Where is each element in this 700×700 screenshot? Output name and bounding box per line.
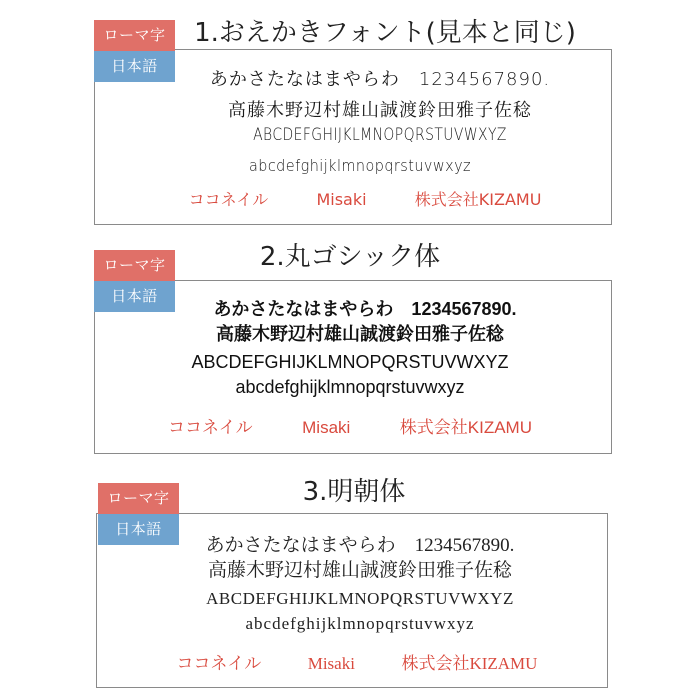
romaji-tag: ローマ字 [94,20,175,51]
romaji-tag: ローマ字 [94,250,175,281]
kanji-line: 高藤木野辺村雄山誠渡鈴田雅子佐稔 [207,560,512,581]
sample-names [0,187,700,210]
sample-names [0,413,700,438]
name-kizamu: 株式会社KIZAMU [401,654,538,673]
lowercase-line: abcdefghijklmnopqrstuvwxyz [248,156,472,175]
sample-title: 2.丸ゴシック体 [259,242,441,272]
font-sample-1 [0,0,700,230]
sample-title: 1.おえかきフォント(見本と同じ) [194,18,576,48]
name-misaki: Misaki [302,418,351,437]
name-misaki: Misaki [316,190,367,209]
nihongo-tag: 日本語 [98,514,179,545]
kana-line: あかさたなはまやらわ 1234567890. [209,69,551,90]
uppercase-line: ABCDEFGHIJKLMNOPQRSTUVWXYZ [206,589,514,608]
nihongo-tag: 日本語 [94,281,175,312]
name-cocoaneil: ココネイル [188,190,269,209]
kana-line: あかさたなはまやらわ 1234567890. [205,535,515,556]
romaji-tag: ローマ字 [98,483,179,514]
sample-title: 3.明朝体 [302,477,406,507]
uppercase-line: ABCDEFGHIJKLMNOPQRSTUVWXYZ [253,125,507,145]
name-cocoaneil: ココネイル [176,654,262,673]
kanji-line: 高藤木野辺村雄山誠渡鈴田雅子佐稔 [216,324,504,344]
name-kizamu: 株式会社KIZAMU [414,190,542,209]
lowercase-line: abcdefghijklmnopqrstuvwxyz [235,377,465,397]
kana-line: あかさたなはまやらわ 1234567890. [213,299,517,319]
uppercase-line: ABCDEFGHIJKLMNOPQRSTUVWXYZ [191,352,509,372]
font-sample-3 [0,460,700,700]
sample-names [0,649,700,674]
nihongo-tag: 日本語 [94,51,175,82]
name-misaki: Misaki [307,654,355,673]
name-kizamu: 株式会社KIZAMU [399,418,532,437]
kanji-line: 高藤木野辺村雄山誠渡鈴田雅子佐稔 [228,100,532,121]
name-cocoaneil: ココネイル [167,418,253,437]
font-sample-2 [0,230,700,460]
lowercase-line: abcdefghijklmnopqrstuvwxyz [245,614,475,633]
